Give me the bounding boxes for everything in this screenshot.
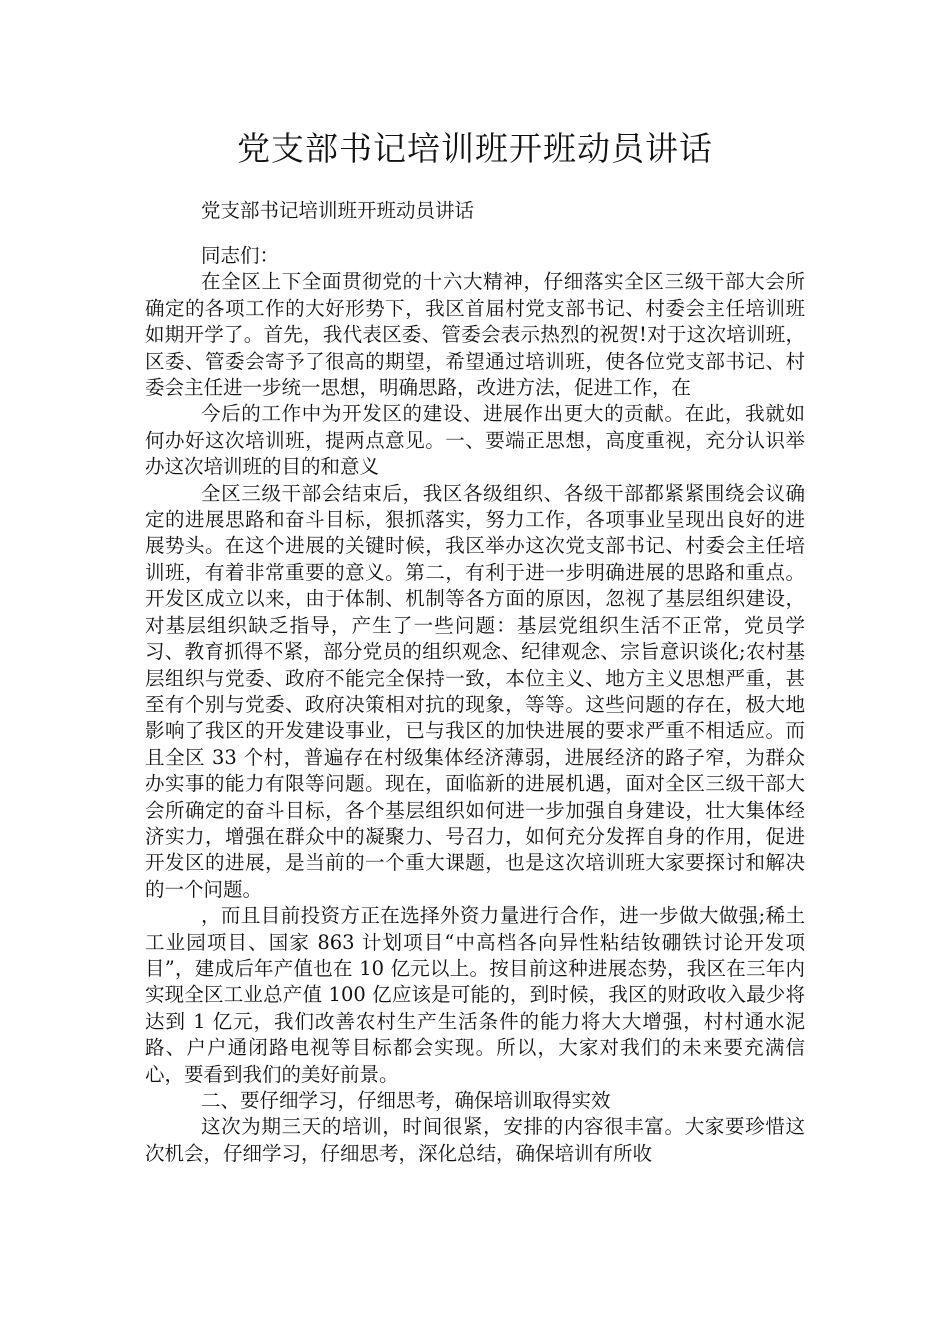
body-paragraph: 今后的工作中为开发区的建设、进展作出更大的贡献。在此，我就如何办好这次培训班，提两点意见。一、要端正思想，高度重视，充分认识举办这次培训班的目的和意义 <box>145 402 805 479</box>
body-paragraph: 这次为期三天的培训，时间很紧，安排的内容很丰富。大家要珍惜这次机会，仔细学习，仔细思考，深化总结，确保培训有所收 <box>145 1115 805 1165</box>
body-paragraph: ，而且目前投资方正在选择外资力量进行合作，进一步做大做强;稀土工业园项目、国家 863 计划项目“中高档各向异性粘结钕硼铁讨论开发项目”，建成后年产值也在 10 亿元以上。按目前这种进展态势，我区在三年内实现全区工业总产值 100 亿应该是可能的，到时候，我区的财政收入最少将达到 1 亿元，我们改善农村生产生活条件的能力将大大增强，村村通水泥路、户户通闭路电视等目标都会实现。所以，大家对我们的未来要充满信心，要看到我们的美好前景。 <box>145 904 805 1086</box>
document-subtitle: 党支部书记培训班开班动员讲话 <box>201 199 475 222</box>
section-heading: 二、要仔细学习，仔细思考，确保培训取得实效 <box>201 1089 611 1112</box>
document-title: 党支部书记培训班开班动员讲话 <box>237 129 713 168</box>
salutation: 同志们： <box>201 244 280 267</box>
body-paragraph: 全区三级干部会结束后，我区各级组织、各级干部都紧紧围绕会议确定的进展思路和奋斗目标，狠抓落实，努力工作，各项事业呈现出良好的进展势头。在这个进展的关键时候，我区举办这次党支部书记、村委会主任培训班，有着非常重要的意义。第二，有利于进一步明确进展的思路和重点。开发区成立以来，由于体制、机制等各方面的原因，忽视了基层组织建设，对基层组织缺乏指导，产生了一些问题：基层党组织生活不正常，党员学习、教育抓得不紧，部分党员的组织观念、纪律观念、宗旨意识谈化;农村基层组织与党委、政府不能完全保持一致，本位主义、地方主义思想严重，甚至有个别与党委、政府决策相对抗的现象，等等。这些问题的存在，极大地影响了我区的开发建设事业，已与我区的加快进展的要求严重不相适应。而且全区 33 个村，普遍存在村级集体经济薄弱，进展经济的路子窄，为群众办实事的能力有限等问题。现在，面临新的进展机遇，面对全区三级干部大会所确定的奋斗目标，各个基层组织如何进一步加强自身建设，壮大集体经济实力，增强在群众中的凝聚力、号召力，如何充分发挥自身的作用，促进开发区的进展，是当前的一个重大课题，也是这次培训班大家要探讨和解决的一个问题。 <box>145 481 805 901</box>
document-body <box>145 243 805 1167</box>
body-paragraph: 在全区上下全面贯彻党的十六大精神，仔细落实全区三级干部大会所确定的各项工作的大好形势下，我区首届村党支部书记、村委会主任培训班如期开学了。首先，我代表区委、管委会表示热烈的祝贺!对于这次培训班，区委、管委会寄予了很高的期望，希望通过培训班，使各位党支部书记、村委会主任进一步统一思想，明确思路，改进方法，促进工作，在 <box>145 270 805 400</box>
